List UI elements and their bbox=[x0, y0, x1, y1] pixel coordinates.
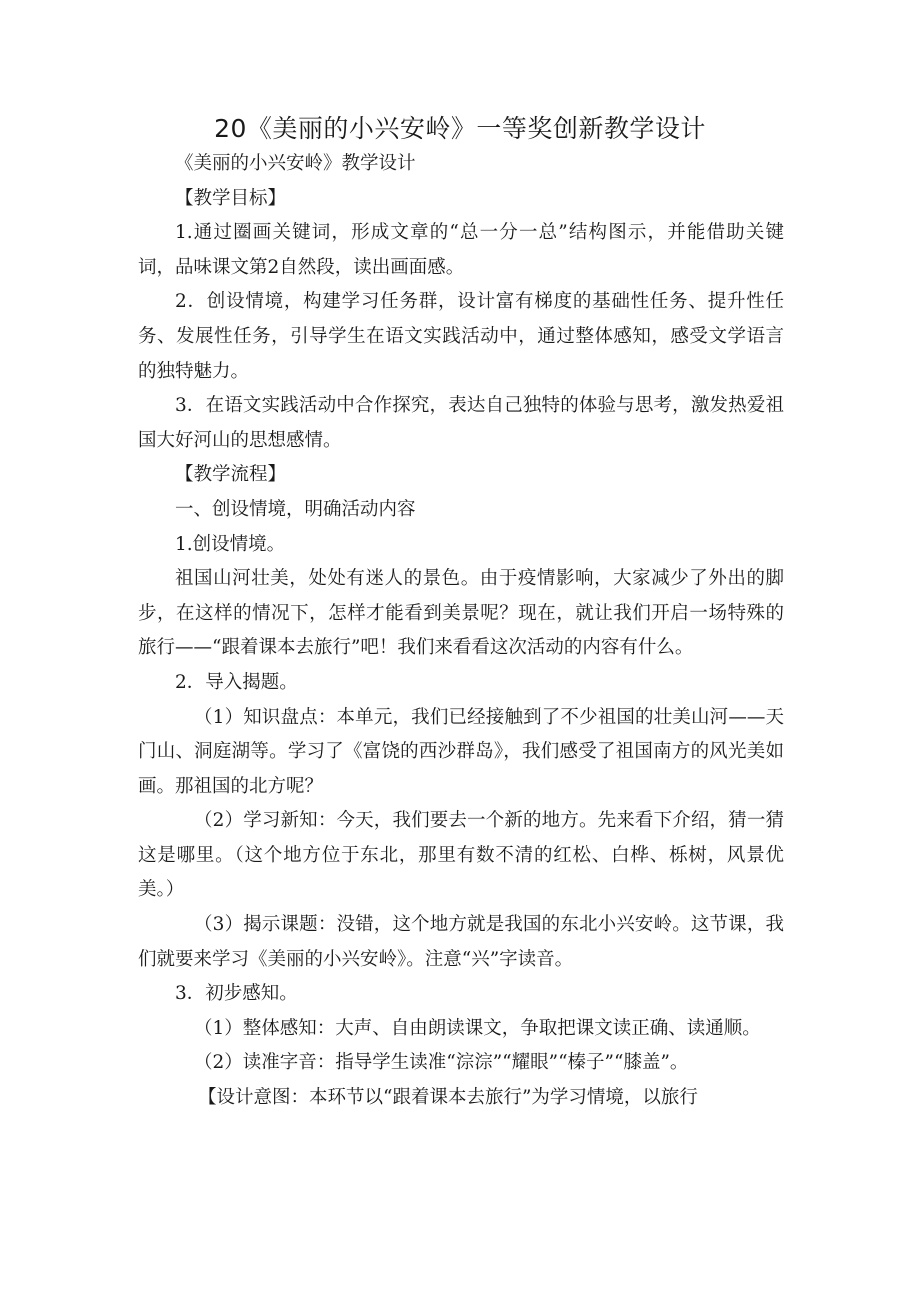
objective-item: 1.通过圈画关键词，形成文章的“总一分一总”结构图示，并能借助关键词，品味课文第2自然段，读出画面感。 bbox=[138, 222, 784, 278]
step-paragraph: 祖国山河壮美，处处有迷人的景色。由于疫情影响，大家减少了外出的脚步，在这样的情况下，怎样才能看到美景呢？现在，就让我们开启一场特殊的旅行——“跟着课本去旅行”吧！我们来看看这次活动的内容有什么。 bbox=[138, 568, 784, 659]
step-heading: 1.创设情境。 bbox=[175, 533, 286, 555]
objective-item: 2．创设情境，构建学习任务群，设计富有梯度的基础性任务、提升性任务、发展性任务，引导学生在语文实践活动中，通过整体感知，感受文学语言的独特魅力。 bbox=[138, 291, 784, 382]
design-intent: 【设计意图：本环节以“跟着课本去旅行”为学习情境，以旅行 bbox=[198, 1087, 698, 1109]
objectives-heading: 【教学目标】 bbox=[175, 187, 287, 209]
step-heading: 3．初步感知。 bbox=[175, 983, 298, 1005]
step-item: （1）整体感知：大声、自由朗读课文，争取把课文读正确、读通顺。 bbox=[194, 1017, 761, 1039]
step-item: （1）知识盘点：本单元，我们已经接触到了不少祖国的壮美山河——天门山、洞庭湖等。学习了《富饶的西沙群岛》，我们感受了祖国南方的风光美如画。那祖国的北方呢？ bbox=[138, 706, 784, 797]
step-item: （3）揭示课题：没错，这个地方就是我国的东北小兴安岭。这节课，我们就要来学习《美丽的小兴安岭》。注意“兴”字读音。 bbox=[138, 914, 784, 970]
document-subtitle: 《美丽的小兴安岭》教学设计 bbox=[175, 153, 416, 174]
step-heading: 2．导入揭题。 bbox=[175, 671, 298, 693]
document-body bbox=[138, 147, 784, 1116]
document-title: 20《美丽的小兴安岭》一等奖创新教学设计 bbox=[214, 114, 706, 143]
process-heading: 【教学流程】 bbox=[175, 464, 287, 486]
step-item: （2）学习新知：今天，我们要去一个新的地方。先来看下介绍，猜一猜这是哪里。（这个地方位于东北，那里有数不清的红松、白桦、栎树，风景优美。） bbox=[138, 810, 784, 901]
objective-item: 3．在语文实践活动中合作探究，表达自己独特的体验与思考，激发热爱祖国大好河山的思想感情。 bbox=[138, 395, 784, 451]
step-item: （2）读准字音：指导学生读准“淙淙”“耀眼”“榛子”“膝盖”。 bbox=[194, 1052, 689, 1074]
section-heading: 一、创设情境，明确活动内容 bbox=[175, 498, 416, 520]
